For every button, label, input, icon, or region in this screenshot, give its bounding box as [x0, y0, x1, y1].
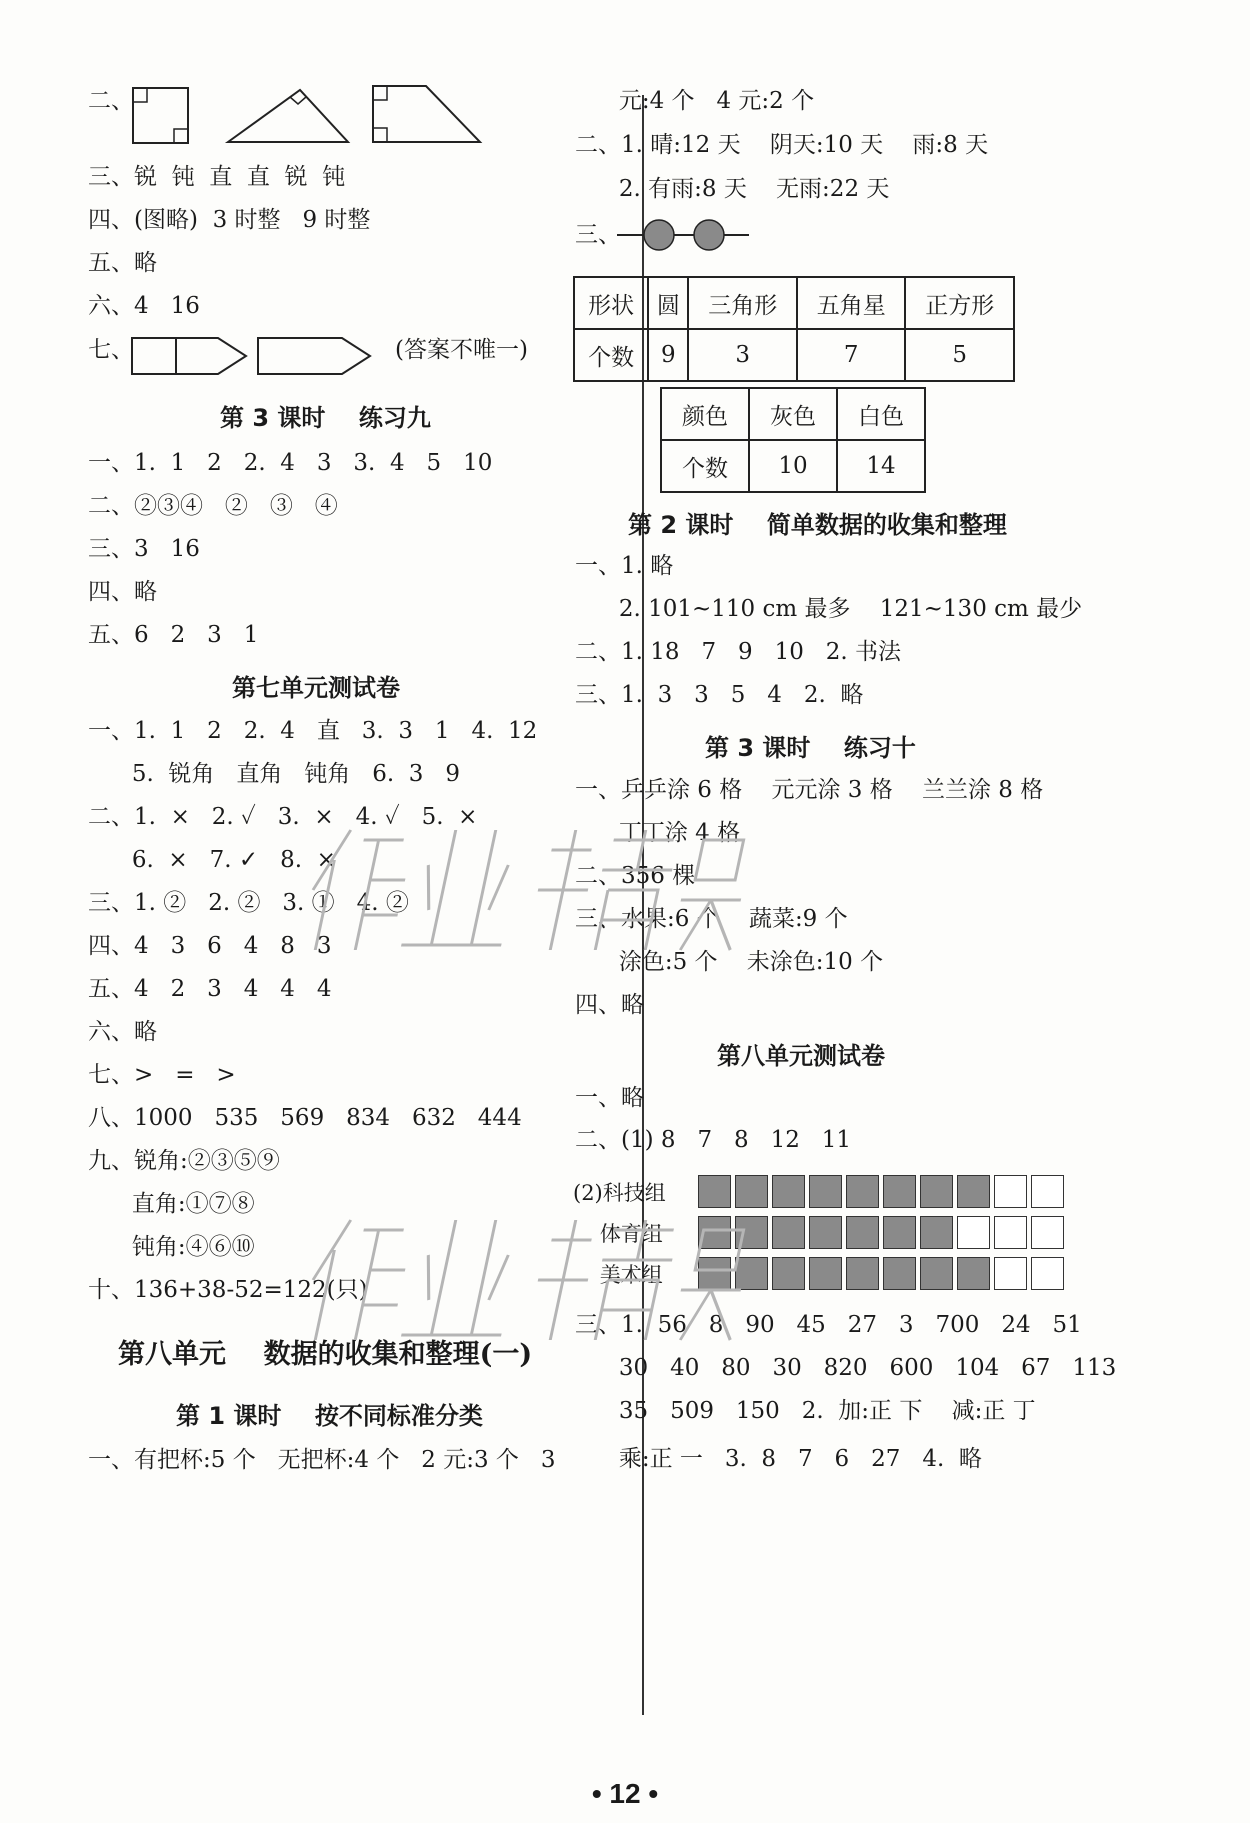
- filled-cell: [920, 1216, 953, 1249]
- filled-cell: [883, 1257, 916, 1290]
- answer-line: 一、乒乒涂 6 格 元元涂 3 格 兰兰涂 8 格: [575, 777, 1044, 803]
- answer-line: 十、136+38-52=122(只): [88, 1277, 368, 1303]
- filled-cell: [920, 1257, 953, 1290]
- answer-line: 二、1. × 2. ✓ 3. × 4. ✓ 5. ×: [88, 804, 478, 830]
- answer-line: 一、1. 1 2 2. 4 直 3. 3 1 4. 12: [88, 718, 538, 744]
- shape-count-table: [573, 276, 1015, 382]
- section-title: 第 3 课时 练习十: [705, 734, 916, 762]
- answer-line: 2. 有雨:8 天 无雨:22 天: [575, 176, 890, 202]
- empty-cell: [1031, 1216, 1064, 1249]
- trapezoid-shape: [373, 86, 480, 142]
- answer-line: 二、: [88, 88, 134, 114]
- answer-line: 一、略: [575, 1085, 644, 1111]
- table-header: 正方形: [905, 277, 1014, 329]
- filled-cell: [809, 1257, 842, 1290]
- table-header: 颜色: [661, 388, 749, 440]
- filled-cell: [772, 1216, 805, 1249]
- filled-cell: [883, 1175, 916, 1208]
- section-title: 第 3 课时 练习九: [220, 404, 431, 432]
- table-cell: 10: [749, 440, 837, 492]
- answer-line: 五、略: [88, 250, 157, 276]
- answer-line: 五、4 2 3 4 4 4: [88, 976, 332, 1002]
- color-count-table: [660, 387, 926, 493]
- table-cell: 5: [905, 329, 1014, 381]
- table-header: 圆: [648, 277, 688, 329]
- answer-line: 涂色:5 个 未涂色:10 个: [575, 949, 884, 975]
- table-cell: 14: [837, 440, 925, 492]
- answer-line: 二、(1) 8 7 8 12 11: [575, 1127, 852, 1153]
- answer-line: 三、1. 3 3 5 4 2. 略: [575, 682, 864, 708]
- answer-line: 35 509 150 2. 加:正 下 减:正 丁: [575, 1398, 1036, 1424]
- filled-cell: [920, 1175, 953, 1208]
- table-header: 五角星: [797, 277, 906, 329]
- gray-bead: [644, 220, 674, 250]
- section-title: 第 1 课时 按不同标准分类: [176, 1402, 483, 1430]
- triangle-shape: [228, 90, 348, 142]
- answer-line: 四、4 3 6 4 8 3: [88, 933, 332, 959]
- empty-cell: [994, 1257, 1027, 1290]
- answer-line: 六、略: [88, 1019, 157, 1045]
- answer-line: 5. 锐角 直角 钝角 6. 3 9: [88, 761, 460, 787]
- answer-line: 三、1. ② 2. ② 3. ① 4. ②: [88, 890, 409, 916]
- pencil-shapes-figure: [128, 330, 378, 380]
- answer-line: 一、有把杯:5 个 无把杯:4 个 2 元:3 个 3: [88, 1447, 556, 1473]
- table-cell: 7: [797, 329, 906, 381]
- watermark-logo: [300, 810, 760, 960]
- answer-line: 九、锐角:②③⑤⑨: [88, 1148, 280, 1174]
- answer-line: 四、略: [88, 579, 157, 605]
- table-cell: 9: [648, 329, 688, 381]
- filled-cell: [809, 1175, 842, 1208]
- empty-cell: [994, 1216, 1027, 1249]
- bar-label: (2)科技组: [573, 1181, 666, 1205]
- empty-cell: [1031, 1257, 1064, 1290]
- table-cell: 个数: [661, 440, 749, 492]
- answer-line: 6. × 7. ✓ 8. ×: [88, 847, 336, 873]
- filled-cell: [846, 1175, 879, 1208]
- table-header: 灰色: [749, 388, 837, 440]
- answer-line: 三、锐 钝 直 直 锐 钝: [88, 164, 346, 190]
- square-shape: [133, 88, 188, 143]
- unit-title: 第八单元 数据的收集和整理(一): [118, 1339, 533, 1370]
- watermark-logo: [300, 1200, 760, 1350]
- section-title: 第八单元测试卷: [717, 1042, 885, 1070]
- filled-cell: [809, 1216, 842, 1249]
- answer-line: 丁丁涂 4 格: [575, 820, 741, 846]
- answer-line: 四、(图略) 3 时整 9 时整: [88, 207, 371, 233]
- table-cell: 个数: [574, 329, 648, 381]
- answer-line: 30 40 80 30 820 600 104 67 113: [575, 1355, 1117, 1381]
- answer-line: 直角:①⑦⑧: [88, 1191, 255, 1217]
- filled-cell: [883, 1216, 916, 1249]
- answer-line: 一、1. 略: [575, 553, 674, 579]
- answer-line: 乘:正 一 3. 8 7 6 27 4. 略: [575, 1446, 982, 1472]
- filled-cell: [772, 1175, 805, 1208]
- empty-cell: [1031, 1175, 1064, 1208]
- answer-line: 二、1. 18 7 9 10 2. 书法: [575, 639, 902, 665]
- gray-bead: [694, 220, 724, 250]
- table-header: 形状: [574, 277, 648, 329]
- table-header: 三角形: [688, 277, 797, 329]
- table-cell: 3: [688, 329, 797, 381]
- answer-line: 三、1. 56 8 90 45 27 3 700 24 51: [575, 1312, 1082, 1338]
- bar-label: 美术组: [573, 1263, 663, 1287]
- answer-line: 一、1. 1 2 2. 4 3 3. 4 5 10: [88, 450, 493, 476]
- answer-line: 七、: [88, 337, 134, 363]
- empty-cell: [994, 1175, 1027, 1208]
- answer-line: 二、②③④ ② ③ ④: [88, 493, 338, 519]
- filled-cell: [957, 1175, 990, 1208]
- bar-label: 体育组: [573, 1222, 663, 1246]
- answer-line: 钝角:④⑥⑩: [88, 1234, 255, 1260]
- shapes-figure: [128, 82, 498, 152]
- filled-cell: [846, 1257, 879, 1290]
- answer-line: 四、略: [575, 992, 644, 1018]
- answer-note: (答案不唯一): [395, 337, 528, 363]
- answer-line: 八、1000 535 569 834 632 444: [88, 1105, 522, 1131]
- section-title: 第七单元测试卷: [232, 674, 400, 702]
- filled-cell: [772, 1257, 805, 1290]
- answer-line: 二、356 棵: [575, 863, 696, 889]
- answer-line: 三、: [575, 222, 621, 248]
- filled-cell: [957, 1257, 990, 1290]
- filled-cell: [846, 1216, 879, 1249]
- table-header: 白色: [837, 388, 925, 440]
- answer-line: 元:4 个 4 元:2 个: [575, 88, 815, 114]
- answer-line: 二、1. 晴:12 天 阴天:10 天 雨:8 天: [575, 132, 989, 158]
- answer-line: 2. 101~110 cm 最多 121~130 cm 最少: [575, 596, 1083, 622]
- answer-line: 三、3 16: [88, 536, 200, 562]
- page-number: • 12 •: [591, 1778, 659, 1809]
- answer-line: 三、水果:6 个 蔬菜:9 个: [575, 906, 848, 932]
- answer-line: 五、6 2 3 1: [88, 622, 259, 648]
- beads-figure: [617, 216, 757, 256]
- answer-line: 七、> = >: [88, 1062, 236, 1088]
- answer-line: 六、4 16: [88, 293, 200, 319]
- empty-cell: [957, 1216, 990, 1249]
- section-title: 第 2 课时 简单数据的收集和整理: [628, 511, 1007, 539]
